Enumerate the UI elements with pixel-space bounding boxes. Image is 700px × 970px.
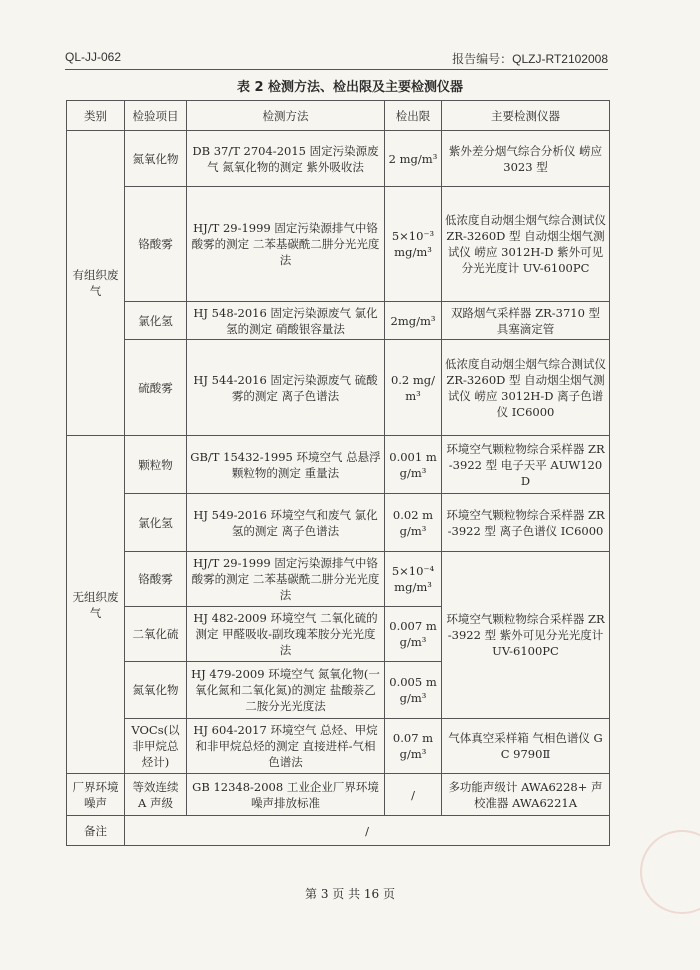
col-item: 检验项目: [125, 101, 187, 131]
item-cell: 等效连续 A 声级: [125, 774, 187, 816]
table-header-row: [67, 101, 610, 131]
method-cell: HJ/T 29-1999 固定污染源排气中铬酸雾的测定 二苯基碳酰二肼分光光度法: [187, 187, 385, 302]
doc-code: QL-JJ-062: [65, 50, 122, 64]
remark-label: 备注: [67, 816, 125, 846]
table-title: 表 2 检测方法、检出限及主要检测仪器: [236, 80, 464, 95]
item-cell: 氯化氢: [125, 494, 187, 552]
method-cell: HJ 548-2016 固定污染源废气 氯化氢的测定 硝酸银容量法: [187, 302, 385, 340]
instrument-cell: 低浓度自动烟尘烟气综合测试仪 ZR-3260D 型 自动烟尘烟气测试仪 崂应 3012H-D 离子色谱仪 IC6000: [442, 340, 610, 436]
limit-cell: /: [385, 774, 442, 816]
item-cell: 氯化氢: [125, 302, 187, 340]
item-cell: 硫酸雾: [125, 340, 187, 436]
col-method: 检测方法: [187, 101, 385, 131]
col-limit: 检出限: [385, 101, 442, 131]
table-row: [67, 302, 610, 340]
instrument-cell: 双路烟气采样器 ZR-3710 型 具塞滴定管: [442, 302, 610, 340]
item-cell: 二氧化硫: [125, 607, 187, 662]
methods-table: [66, 100, 610, 846]
table-row: [67, 719, 610, 774]
limit-cell: 2mg/m³: [385, 302, 442, 340]
table-row: [67, 131, 610, 187]
method-cell: DB 37/T 2704-2015 固定污染源废气 氮氧化物的测定 紫外吸收法: [187, 131, 385, 187]
limit-cell: 0.001 mg/m³: [385, 436, 442, 494]
limit-cell: 0.02 mg/m³: [385, 494, 442, 552]
limit-cell: 0.005 mg/m³: [385, 662, 442, 719]
limit-cell: 0.2 mg/m³: [385, 340, 442, 436]
item-cell: 氮氧化物: [125, 131, 187, 187]
method-cell: HJ/T 29-1999 固定污染源排气中铬酸雾的测定 二苯基碳酰二肼分光光度法: [187, 552, 385, 607]
category-cell: 无组织废气: [67, 436, 125, 774]
table-row: [67, 187, 610, 302]
page-header: [65, 50, 608, 70]
table-row: [67, 340, 610, 436]
method-cell: HJ 544-2016 固定污染源废气 硫酸雾的测定 离子色谱法: [187, 340, 385, 436]
instrument-cell: 环境空气颗粒物综合采样器 ZR-3922 型 紫外可见分光光度计 UV-6100PC: [442, 552, 610, 719]
instrument-cell: 低浓度自动烟尘烟气综合测试仪 ZR-3260D 型 自动烟尘烟气测试仪 崂应 3012H-D 紫外可见分光光度计 UV-6100PC: [442, 187, 610, 302]
instrument-cell: 多功能声级计 AWA6228+ 声校准器 AWA6221A: [442, 774, 610, 816]
limit-cell: 5×10⁻⁴ mg/m³: [385, 552, 442, 607]
col-instrument: 主要检测仪器: [442, 101, 610, 131]
report-number: 报告编号：QLZJ-RT2102008: [452, 52, 608, 66]
method-cell: HJ 549-2016 环境空气和废气 氯化氢的测定 离子色谱法: [187, 494, 385, 552]
method-cell: HJ 604-2017 环境空气 总烃、甲烷和非甲烷总烃的测定 直接进样-气相色谱法: [187, 719, 385, 774]
instrument-cell: 紫外差分烟气综合分析仪 崂应 3023 型: [442, 131, 610, 187]
item-cell: VOCs(以非甲烷总烃计): [125, 719, 187, 774]
category-cell: 有组织废气: [67, 131, 125, 436]
category-cell: 厂界环境噪声: [67, 774, 125, 816]
instrument-cell: 环境空气颗粒物综合采样器 ZR-3922 型 离子色谱仪 IC6000: [442, 494, 610, 552]
method-cell: GB 12348-2008 工业企业厂界环境噪声排放标准: [187, 774, 385, 816]
method-cell: HJ 479-2009 环境空气 氮氧化物(一氧化氮和二氧化氮)的测定 盐酸萘乙二胺分光光度法: [187, 662, 385, 719]
item-cell: 氮氧化物: [125, 662, 187, 719]
instrument-cell: 环境空气颗粒物综合采样器 ZR-3922 型 电子天平 AUW120D: [442, 436, 610, 494]
item-cell: 铬酸雾: [125, 187, 187, 302]
item-cell: 颗粒物: [125, 436, 187, 494]
limit-cell: 0.007 mg/m³: [385, 607, 442, 662]
remark-value: /: [125, 816, 610, 846]
table-row: [67, 436, 610, 494]
page-footer: 第 3 页 共 16 页: [305, 887, 395, 901]
table-row: [67, 494, 610, 552]
limit-cell: 2 mg/m³: [385, 131, 442, 187]
limit-cell: 5×10⁻³ mg/m³: [385, 187, 442, 302]
instrument-cell: 气体真空采样箱 气相色谱仪 GC 9790Ⅱ: [442, 719, 610, 774]
method-cell: HJ 482-2009 环境空气 二氧化硫的测定 甲醛吸收-副玫瑰苯胺分光光度法: [187, 607, 385, 662]
remark-row: [67, 816, 610, 846]
item-cell: 铬酸雾: [125, 552, 187, 607]
limit-cell: 0.07 mg/m³: [385, 719, 442, 774]
col-category: 类别: [67, 101, 125, 131]
method-cell: GB/T 15432-1995 环境空气 总悬浮颗粒物的测定 重量法: [187, 436, 385, 494]
table-row: [67, 774, 610, 816]
table-row: [67, 552, 610, 607]
